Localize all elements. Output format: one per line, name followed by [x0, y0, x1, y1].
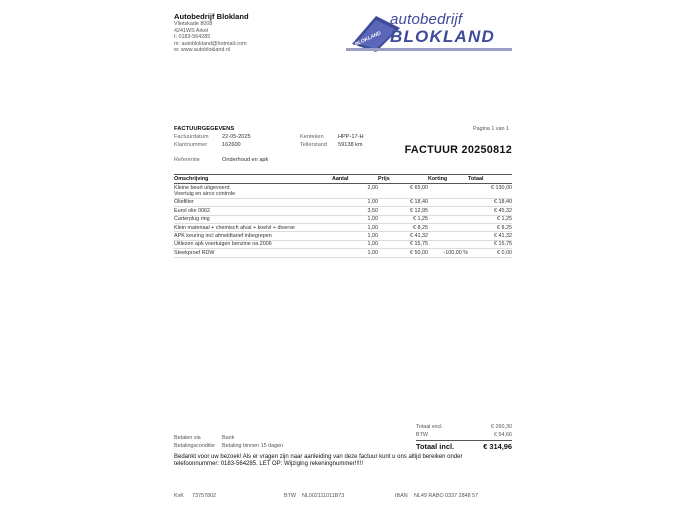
odometer: 59138 km: [338, 142, 363, 148]
company-city: 4241WS Arkel: [174, 27, 209, 34]
row-qty: 3,50: [332, 207, 378, 215]
thanks-line-2: telefoonnummer: 0183-564285. LET OP: Wijziging rekeningnummer!!!!!: [174, 461, 363, 468]
row-total: € 18,40: [468, 198, 512, 206]
kvk-number: 73757802: [192, 493, 216, 499]
col-qty: Aantal: [332, 175, 378, 184]
row-qty: 1,00: [332, 240, 378, 248]
row-description: [174, 184, 332, 199]
totals-block: [416, 424, 512, 454]
invoice-section-title: FACTUURGEGEVENS: [174, 126, 235, 132]
table-row: [174, 224, 512, 232]
license-plate-label: Kenteken: [300, 134, 324, 140]
row-description: Steekproef RDW: [174, 249, 332, 257]
row-qty: 1,00: [332, 198, 378, 206]
row-price: € 15,75: [378, 240, 428, 248]
reference: Onderhoud en apk: [222, 157, 269, 163]
row-total: € 1,25: [468, 215, 512, 223]
row-description: Eurol olie 0062: [174, 207, 332, 215]
table-row: [174, 207, 512, 215]
company-address: Vlietskade 8008: [174, 21, 213, 27]
table-row: [174, 215, 512, 223]
vat-label: BTW: [416, 432, 428, 438]
total-incl: € 314,96: [483, 442, 512, 451]
company-address-block: [174, 21, 247, 54]
invoice-title: FACTUUR 20250812: [404, 144, 512, 156]
table-row: [174, 249, 512, 257]
table-row: [174, 184, 512, 199]
row-qty: 1,00: [332, 224, 378, 232]
table-row: [174, 240, 512, 248]
row-total: € 130,00: [468, 184, 512, 199]
payment-terms: Betaling binnen 15 dagen: [222, 443, 284, 449]
col-description: Omschrijving: [174, 175, 332, 184]
row-description-line: Kleine beurt uitgevoerd: [174, 184, 230, 191]
table-row: [174, 232, 512, 240]
logo-top-word: autobedrijf: [390, 11, 463, 28]
row-description: Oliefilter: [174, 198, 332, 206]
row-discount: -100,00 %: [428, 249, 468, 257]
invoice-date-label: Factuurdatum: [174, 134, 209, 140]
total-excl: € 260,30: [491, 424, 512, 430]
row-discount: [428, 224, 468, 232]
row-description: Klein materiaal + chemisch afval + koelvl + diverse: [174, 224, 332, 232]
row-discount: [428, 232, 468, 240]
table-header-row: [174, 175, 512, 184]
iban-label: IBAN: [395, 493, 408, 499]
row-qty: 2,00: [332, 184, 378, 199]
logo-underline: [346, 48, 512, 51]
row-total: € 45,32: [468, 207, 512, 215]
btw-number: NL002111011B73: [302, 493, 345, 499]
row-discount: [428, 207, 468, 215]
row-qty: 1,00: [332, 232, 378, 240]
row-total: € 15,75: [468, 240, 512, 248]
total-excl-label: Totaal excl.: [416, 424, 443, 430]
row-description: Uitlezen apk voertuigen benzine na 2006: [174, 240, 332, 248]
customer-number: 162600: [222, 142, 241, 148]
row-price: € 65,00: [378, 184, 428, 199]
col-price: Prijs: [378, 175, 428, 184]
btw-label: BTW: [284, 493, 296, 499]
company-logo: [346, 12, 512, 54]
col-discount: Korting: [428, 175, 468, 184]
row-description: Carterplug ring: [174, 215, 332, 223]
company-email: m: autoblokland@hotmail.com: [174, 40, 247, 47]
payment-method: Bank: [222, 435, 235, 441]
row-qty: 1,00: [332, 215, 378, 223]
reference-label: Referentie: [174, 157, 200, 163]
payment-method-label: Betalen via: [174, 435, 201, 441]
row-description-line2: Voertuig en airco controle: [174, 190, 236, 197]
row-total: € 8,25: [468, 224, 512, 232]
row-price: € 8,25: [378, 224, 428, 232]
invoice-date: 22-05-2025: [222, 134, 251, 140]
row-price: € 1,25: [378, 215, 428, 223]
row-price: € 50,00: [378, 249, 428, 257]
row-discount: [428, 240, 468, 248]
payment-terms-label: Betalingsconditie: [174, 443, 215, 449]
vat-amount: € 54,66: [494, 432, 512, 438]
row-price: € 41,32: [378, 232, 428, 240]
row-total: € 0,00: [468, 249, 512, 257]
license-plate: HPP-17-H: [338, 134, 364, 140]
company-name: Autobedrijf Blokland: [174, 12, 249, 21]
customer-number-label: Klantnummer: [174, 142, 208, 148]
thanks-message: [174, 454, 512, 469]
totals-divider: [416, 440, 512, 441]
row-discount: [428, 198, 468, 206]
row-discount: [428, 184, 468, 199]
thanks-line-1: Bedankt voor uw bezoek! Als er vragen zijn naar aanleiding van deze factuur kunt u ons altijd bereiken onder: [174, 454, 463, 460]
odometer-label: Tellerstand: [300, 142, 328, 148]
row-qty: 1,00: [332, 249, 378, 257]
col-total: Totaal: [468, 175, 512, 184]
row-discount: [428, 215, 468, 223]
logo-bottom-word: BLOKLAND: [390, 27, 495, 46]
row-price: € 12,95: [378, 207, 428, 215]
row-description: APK keuring incl afmeldtarief inbegrepen: [174, 232, 332, 240]
row-price: € 18,40: [378, 198, 428, 206]
row-total: € 41,32: [468, 232, 512, 240]
kvk-label: KvK: [174, 493, 184, 499]
table-row: [174, 198, 512, 206]
logo-badge-text: BLOKLAND: [354, 30, 383, 48]
page-number: Pagina 1 van 1: [473, 126, 509, 132]
iban-number: NL49 RABO 0337 2848 57: [414, 493, 479, 499]
total-incl-label: Totaal incl.: [416, 442, 455, 451]
company-website: w: www.autoblokland.nl: [174, 47, 231, 54]
invoice-items-table: [174, 174, 512, 258]
company-phone: t: 0183-564285: [174, 34, 211, 41]
